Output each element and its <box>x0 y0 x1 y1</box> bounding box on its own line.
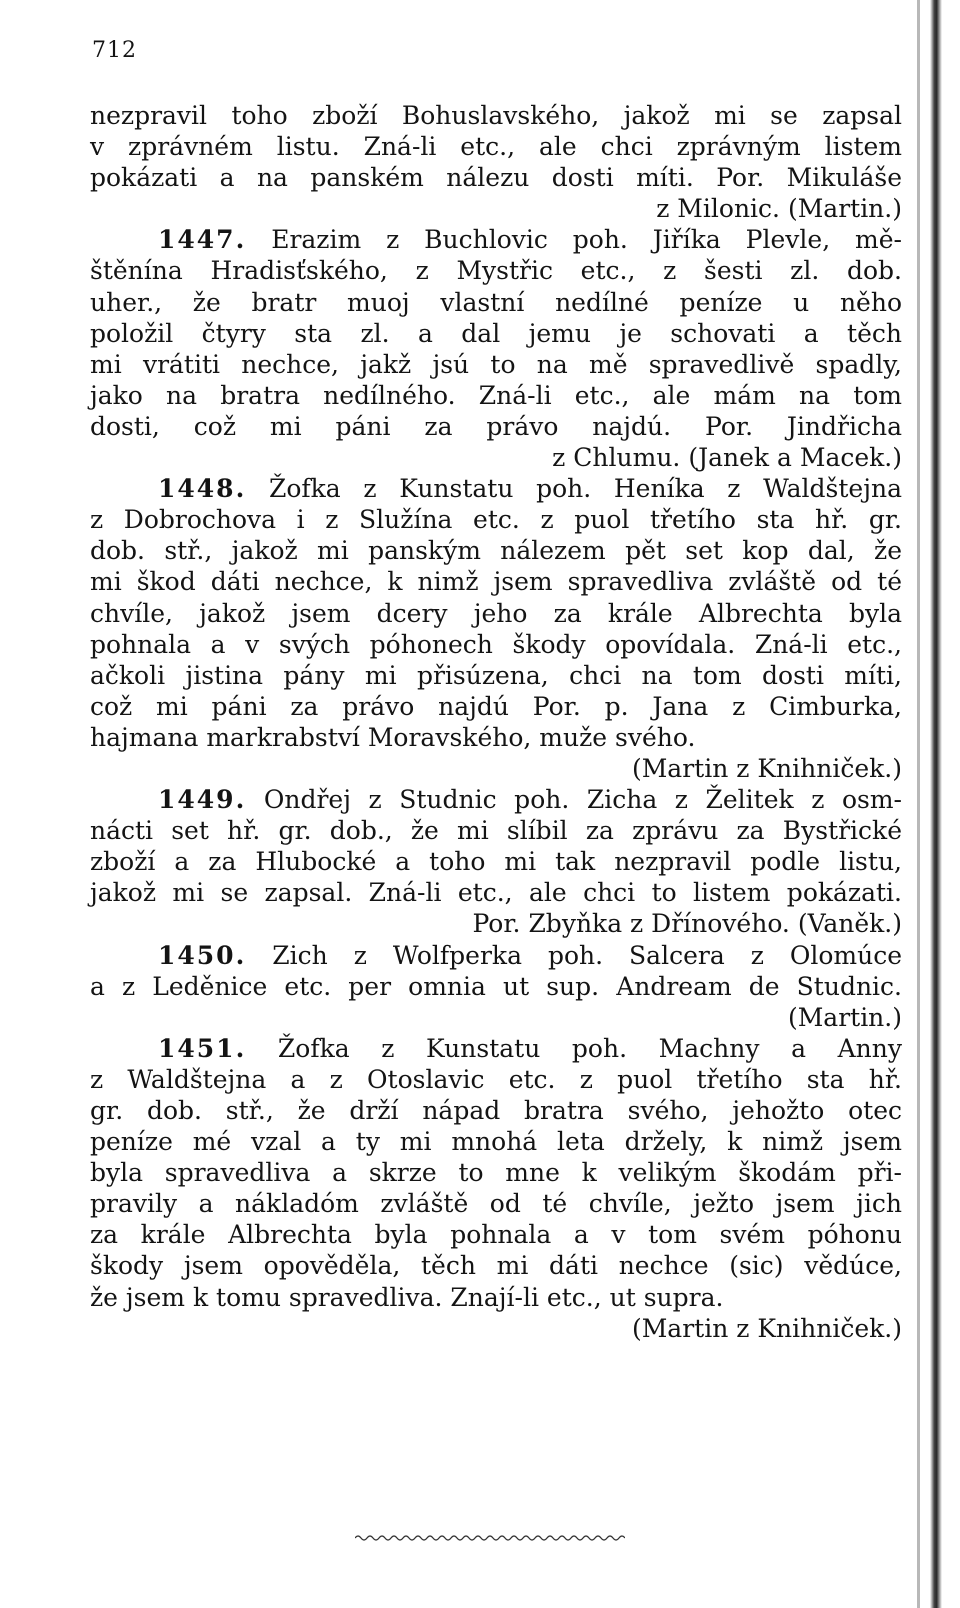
text-line: zboží a za Hlubocké a toho mi tak nezpravil podle listu, <box>90 847 902 877</box>
text-block <box>90 100 902 1344</box>
paragraph-last-line: že jsem k tomu spravedliva. Znají-li etc., ut supra. <box>90 1282 724 1312</box>
paragraph-last-line: hajmana markrabství Moravského, muže svého. <box>90 722 696 752</box>
text-line: gr. dob. stř., že drží nápad bratra svého, jehožto otec <box>90 1096 902 1125</box>
text-line: nezpravil toho zboží Bohuslavského, jakož mi se zapsal <box>90 101 902 130</box>
text-line: nácti set hř. gr. dob., že mi slíbil za zprávu za Bystřické <box>90 816 902 846</box>
entry-first-line <box>90 784 902 815</box>
entry-first-line <box>90 940 902 971</box>
scan-edge-line <box>917 0 920 1608</box>
scan-edge-shadow <box>930 0 942 1608</box>
entry-first-line <box>90 1033 902 1064</box>
entry-first-line <box>90 224 902 255</box>
witness-signature-line: z Milonic. (Martin.) <box>656 194 902 224</box>
witness-signature-line: (Martin z Knihniček.) <box>631 753 902 783</box>
entry-number: 1448. <box>158 474 247 504</box>
text-line: dosti, což mi páni za právo najdú. Por. Jindřicha <box>90 411 902 441</box>
text-line: za krále Albrechta byla pohnala a v tom svém póhonu <box>90 1220 902 1250</box>
text-line: pravily a nákladóm zvláště od té chvíle, ježto jsem jich <box>90 1189 902 1219</box>
text-line: položil čtyry sta zl. a dal jemu je schovati a těch <box>90 318 902 348</box>
text-line: mi vrátiti nechce, jakž jsú to na mě spravedlivě spadly, <box>90 349 902 379</box>
witness-signature-line: (Martin.) <box>787 1002 902 1032</box>
text-line: byla spravedliva a skrze to mne k velikým škodám při- <box>90 1158 902 1188</box>
text-line: pokázati a na panském nálezu dosti míti. Por. Mikuláše <box>90 163 902 193</box>
witness-signature-line: Por. Zbyňka z Dřínového. (Vaněk.) <box>472 909 902 939</box>
text-line: škody jsem opověděla, těch mi dáti nechce (sic) vědúce, <box>90 1251 902 1281</box>
text-line: což mi páni za právo najdú Por. p. Jana z Cimburka, <box>90 691 902 721</box>
entry-number: 1449. <box>158 785 247 815</box>
text-line: jako na bratra nedílného. Zná-li etc., ale mám na tom <box>90 380 902 410</box>
text-line: z Dobrochova i z Služína etc. z puol třetího sta hř. gr. <box>90 505 902 535</box>
entry-text: Žofka z Kunstatu poh. Heníka z Waldštejna <box>246 474 902 504</box>
closing-ornament <box>355 1533 625 1543</box>
entry-text: Zich z Wolfperka poh. Salcera z Olomúce <box>246 940 902 970</box>
text-line: peníze mé vzal a ty mi mnohá leta držely, k nimž jsem <box>90 1127 902 1157</box>
entry-text: Erazim z Buchlovic poh. Jiříka Plevle, mě- <box>246 225 902 255</box>
text-line: dob. stř., jakož mi panským nálezem pět set kop dal, že <box>90 536 902 566</box>
text-line: ačkoli jistina pány mi přisúzena, chci na tom dosti míti, <box>90 660 902 690</box>
text-line: v zprávném listu. Zná-li etc., ale chci zprávným listem <box>90 132 902 162</box>
entry-text: Žofka z Kunstatu poh. Machny a Anny <box>246 1033 902 1063</box>
entry-number: 1447. <box>158 225 247 255</box>
text-line: pohnala a v svých póhonech škody opovídala. Zná-li etc., <box>90 629 902 659</box>
witness-signature-line: (Martin z Knihniček.) <box>631 1313 902 1343</box>
text-line: uher., že bratr muoj vlastní nedílné peníze u něho <box>90 287 902 317</box>
text-line: a z Leděnice etc. per omnia ut sup. Andream de Studnic. <box>90 971 902 1001</box>
entry-number: 1451. <box>158 1033 247 1063</box>
text-line: mi škod dáti nechce, k nimž jsem spravedliva zvláště od té <box>90 567 902 597</box>
text-line: z Waldštejna a z Otoslavic etc. z puol třetího sta hř. <box>90 1064 902 1094</box>
text-line: chvíle, jakož jsem dcery jeho za krále Albrechta byla <box>90 598 902 628</box>
page-number: 712 <box>92 38 137 63</box>
entry-first-line <box>90 473 902 504</box>
text-line: jakož mi se zapsal. Zná-li etc., ale chci to listem pokázati. <box>90 878 902 908</box>
entry-text: Ondřej z Studnic poh. Zicha z Želitek z osm- <box>246 785 902 815</box>
witness-signature-line: z Chlumu. (Janek a Macek.) <box>552 443 902 473</box>
entry-number: 1450. <box>158 940 247 970</box>
text-line: štěnína Hradisťského, z Mystřic etc., z šesti zl. dob. <box>90 256 902 286</box>
